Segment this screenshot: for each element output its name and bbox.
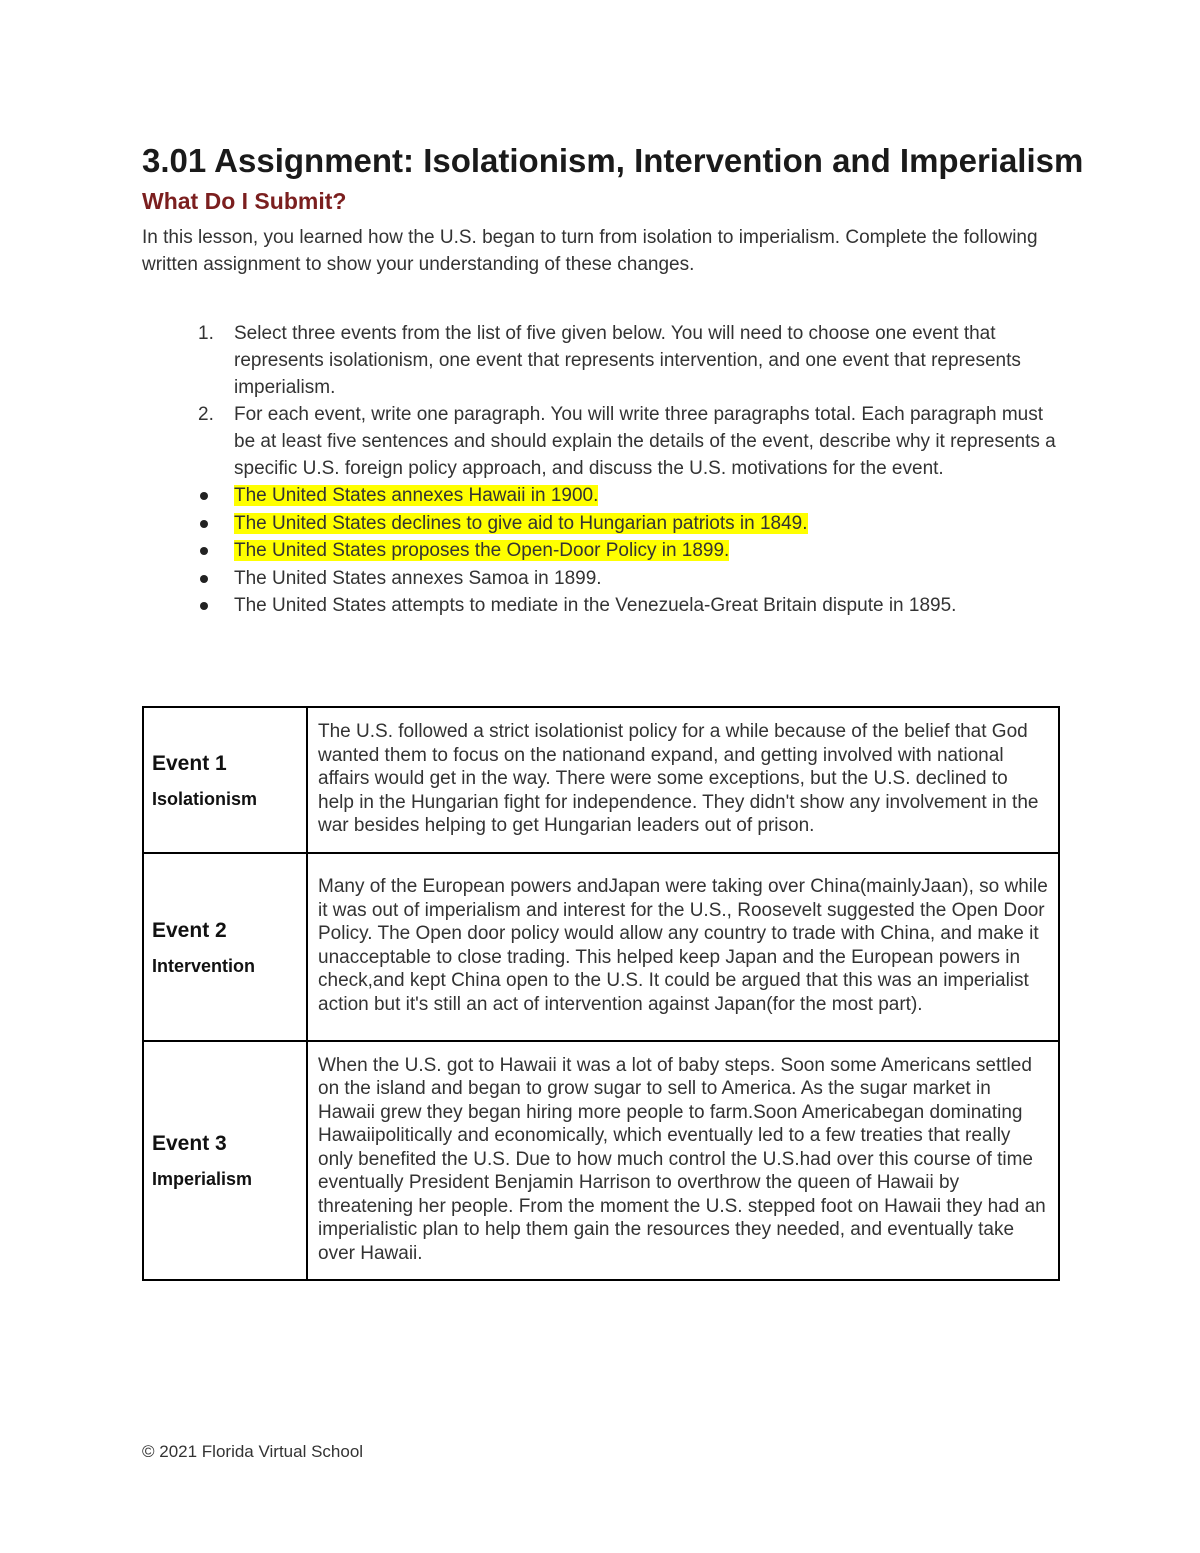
event-option-text: The United States declines to give aid to Hungarian patriots in 1849. bbox=[234, 512, 808, 534]
bullet-icon bbox=[200, 520, 208, 528]
instruction-text: For each event, write one paragraph. You will write three paragraphs total. Each paragraph must be at least five sentences and should explain the details of the event, describe why it represents a specific U.S. foreign policy approach, and discuss the U.S. motivations for the event. bbox=[234, 404, 1056, 479]
event-option-text: The United States proposes the Open-Door Policy in 1899. bbox=[234, 540, 730, 561]
event-option bbox=[142, 537, 1062, 565]
event-number: Event 3 bbox=[152, 1132, 227, 1156]
event-option bbox=[142, 592, 1062, 620]
bullet-icon bbox=[200, 575, 208, 583]
document-page bbox=[142, 140, 1084, 620]
event-option bbox=[142, 510, 1062, 538]
intro-paragraph: In this lesson, you learned how the U.S. began to turn from isolation to imperialism. Complete the following written assignment to show your understanding of these changes. bbox=[142, 227, 1038, 275]
instruction-item bbox=[142, 401, 1062, 482]
events-table bbox=[142, 706, 1060, 1281]
instruction-number: 2. bbox=[198, 404, 214, 425]
bullet-icon bbox=[200, 602, 208, 610]
event-type: Intervention bbox=[152, 955, 256, 976]
event-description: The U.S. followed a strict isolationist policy for a while because of the belief that God wanted them to focus on the nationand expand, and getting involved with national affairs would get in the way. There were some exceptions, but the U.S. declined to help in the Hungarian fight for independence. They didn't show any involvement in the war besides helping to get Hungarian leaders out of prison. bbox=[307, 707, 1059, 853]
copyright-footer: © 2021 Florida Virtual School bbox=[142, 1442, 364, 1461]
event-option-text: The United States annexes Samoa in 1899. bbox=[234, 567, 602, 589]
instruction-text: Select three events from the list of five given below. You will need to choose one event that represents isolationism, one event that represents intervention, and one event that represents imperialism. bbox=[234, 323, 1021, 398]
event-option-text: The United States attempts to mediate in the Venezuela-Great Britain dispute in 1895. bbox=[234, 595, 957, 616]
page-title: 3.01 Assignment: Isolationism, Intervention and Imperialism bbox=[142, 142, 1084, 179]
event-option bbox=[142, 565, 1062, 593]
bullet-icon bbox=[200, 547, 208, 555]
event-number: Event 1 bbox=[152, 751, 227, 775]
event-options-list bbox=[142, 482, 1062, 620]
instructions-list bbox=[142, 320, 1062, 482]
instruction-item bbox=[142, 320, 1062, 401]
table-row bbox=[143, 1041, 1059, 1281]
table-row bbox=[143, 707, 1059, 853]
event-description: Many of the European powers andJapan were taking over China(mainlyJaan), so while it was out of imperialism and interest for the U.S., Roosevelt suggested the Open Door Policy. The Open door policy would allow any country to trade with China, and make it unacceptable to close trading. This helped keep Japan and the European powers in check,and kept China open to the U.S. It could be argued that this was an imperialist action but it's still an act of intervention against Japan(for the most part). bbox=[307, 853, 1059, 1041]
event-option bbox=[142, 482, 1062, 510]
event-label-cell bbox=[143, 707, 307, 853]
event-description: When the U.S. got to Hawaii it was a lot of baby steps. Soon some Americans settled on the island and began to grow sugar to sell to America. As the sugar market in Hawaii grew they began hiring more people to farm.Soon Americabegan dominating Hawaiipolitically and economically, which eventually led to a few treaties that really only benefited the U.S. Due to how much control the U.S.had over this course of time eventually President Benjamin Harrison to overthrow the queen of Hawaii by threatening her people. From the moment the U.S. stepped foot on Hawaii they had an imperialistic plan to help them gain the resources they needed, and eventually take over Hawaii. bbox=[307, 1041, 1059, 1281]
instruction-number: 1. bbox=[198, 323, 214, 344]
event-label-cell bbox=[143, 1041, 307, 1281]
event-type: Imperialism bbox=[152, 1169, 253, 1190]
event-option-text: The United States annexes Hawaii in 1900. bbox=[234, 485, 599, 506]
event-type: Isolationism bbox=[152, 788, 258, 809]
event-number: Event 2 bbox=[152, 918, 227, 942]
table-row bbox=[143, 853, 1059, 1041]
event-label-cell bbox=[143, 853, 307, 1041]
section-heading: What Do I Submit? bbox=[142, 188, 347, 214]
bullet-icon bbox=[200, 492, 208, 500]
